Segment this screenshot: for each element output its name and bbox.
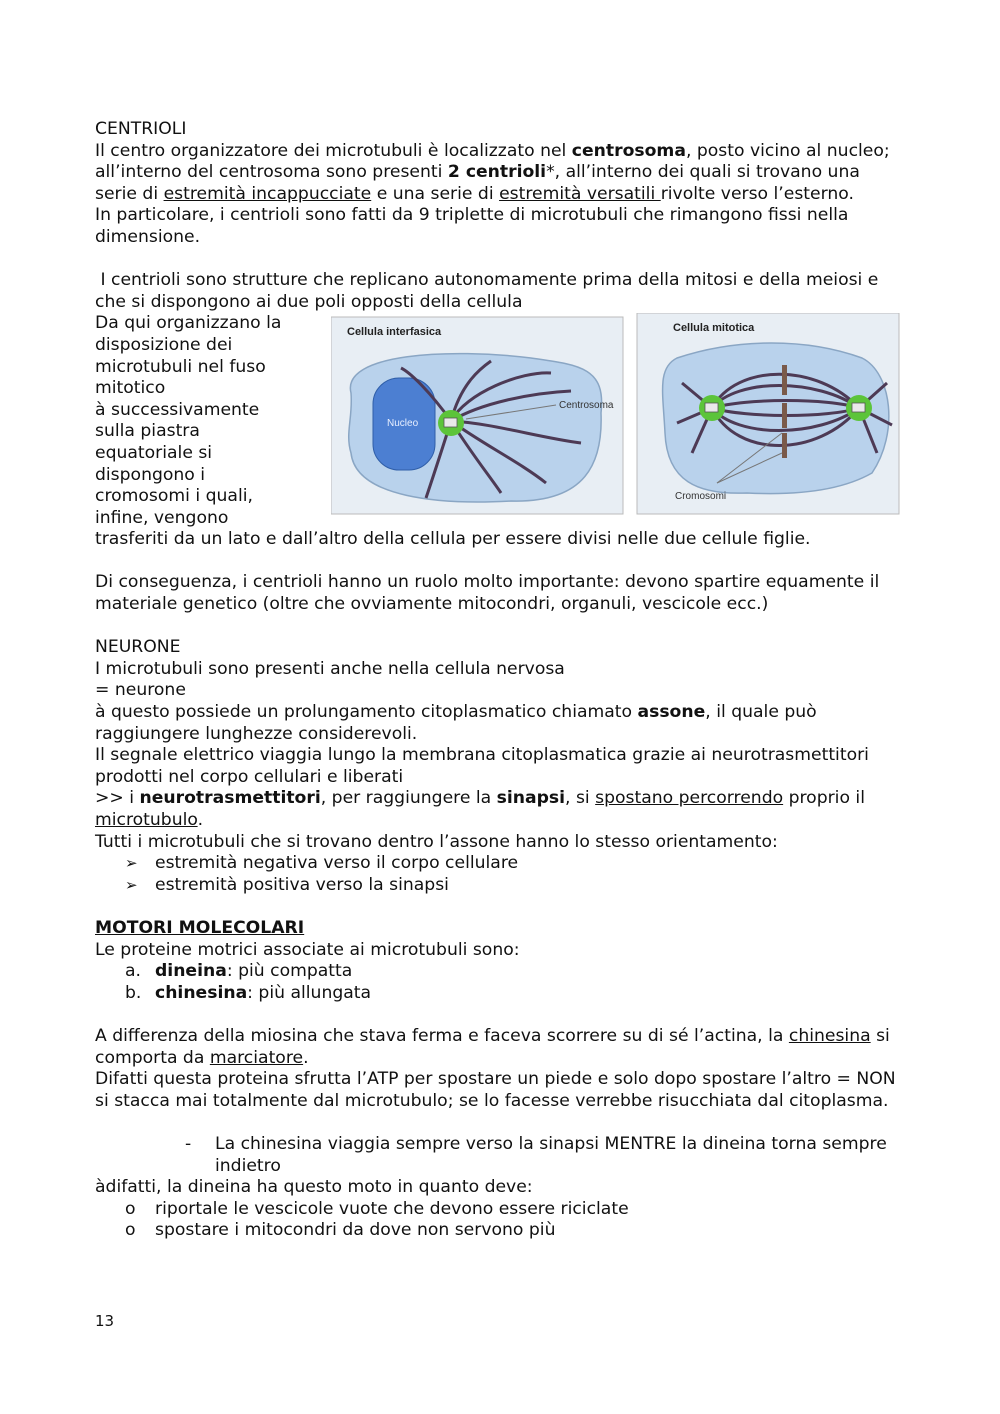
list-item: a. dineina: più compatta	[125, 961, 353, 982]
paragraph-centrosoma: Il centro organizzatore dei microtubuli è localizzato nel centrosoma, posto vicino al nucleo; all’interno del centrosoma sono presenti 2 centrioli*, all’interno dei quali si trovano una serie di estremità incappucciate e una serie di estremità versatili rivolte verso l’esterno.	[95, 140, 890, 204]
page-number: 13	[95, 1312, 115, 1330]
page-body: CENTRIOLI Il centro organizzatore dei microtubuli è localizzato nel centrosoma, posto vicino al nucleo; all’interno del centrosoma sono presenti 2 centrioli*, all’interno dei quali si trovano una serie di estremità incappucciate e una serie di estremità versatili rivolte verso l’esterno. In particolare, i centrioli sono fatti da 9 triplette di microtubuli che rimangono fissi nella dimensione. I centrioli sono strutture che replicano autonomamente prima della mitosi e della meiosi e che si dispongono ai due poli opposti della cellula Cellula interfasica Nucleo Centrosoma Cellula mitotica Cromosomi Da qui organizzano la disposizione dei microtubuli nel fuso mitotico à successivamente sulla piastra equatoriale si dispongono i cromosomi i quali, infine, vengono trasferiti da un lato e dall’altro della cellula per essere divisi nelle due cellule figlie. Di conseguenza, i centrioli hanno un ruolo molto importante: devono spartire equamente il materiale genetico (oltre che ovviamente mitocondri, organuli, vescicole ecc.) NEURONE I microtubuli sono presenti anche nella cellula nervosa = neurone à questo possiede un prolungamento citoplasmatico chiamato assone, il quale può raggiungere lunghezze considerevoli. Il segnale elettrico viaggia lungo la membrana citoplasmatica grazie ai neurotrasmettitori prodotti nel corpo cellulari e liberati >> i neurotrasmettitori, per raggiungere la sinapsi, si spostano percorrendo proprio il microtubulo. Tutti i microtubuli che si trovano dentro l’assone hanno lo stesso orientamento: ➢ estremità negativa verso il corpo cellulare ➢ estremità positiva verso la sinapsi MOTORI MOLECOLARI Le proteine motrici associate ai microtubuli sono: a. dineina: più compatta b. chinesina: più allungata A differenza della miosina che stava ferma e faceva scorrere su di sé l’actina, la chinesina si comporta da marciatore. Difatti questa proteina sfrutta l’ATP per spostare un piede e solo dopo spostare l’altro = NON si stacca mai totalmente dal microtubulo; se lo facesse verrebbe risucchiata dal citoplasma. - La chinesina viaggia sempre verso la sinapsi MENTRE la dineina torna sempre indietro àdifatti, la dineina ha questo moto in quanto deve: o riportale le vescicole vuote che devono essere riciclate o spostare i mitocondri da dove non servono più	[95, 119, 905, 1242]
nucleus-label: Nucleo	[387, 418, 419, 430]
paragraph-atp: Difatti questa proteina sfrutta l’ATP per spostare un piede e solo dopo spostare l’altro = NON si stacca mai totalmente dal microtubulo; se lo facesse verrebbe risucchiata dal citoplasma.	[95, 1069, 896, 1111]
list-item: b. chinesina: più allungata	[125, 982, 372, 1003]
dineina-list	[95, 1199, 905, 1242]
orientation-list	[95, 853, 905, 896]
list-item: ➢ estremità negativa verso il corpo cellulare	[125, 853, 905, 875]
paragraph-triplette: In particolare, i centrioli sono fatti da 9 triplette di microtubuli che rimangono fissi nella dimensione.	[95, 205, 849, 247]
chromosomes-label: Cromosomi	[675, 491, 727, 503]
paragraph-figlie: trasferiti da un lato e dall’altro della cellula per essere divisi nelle due cellule figlie.	[95, 529, 811, 550]
paragraph-assone: à questo possiede un prolungamento citoplasmatico chiamato assone, il quale può raggiungere lunghezze considerevoli.	[95, 702, 817, 744]
heading-centrioli: CENTRIOLI	[95, 119, 187, 139]
figure-wrap-text: Da qui organizzano la disposizione dei microtubuli nel fuso mitotico à successivamente sulla piastra equatoriale si dispongono i cromosomi i quali, infine, vengono	[95, 313, 282, 528]
interphase-title: Cellula interfasica	[347, 326, 442, 339]
heading-motori: MOTORI MOLECOLARI	[95, 917, 305, 938]
paragraph-replicazione: I centrioli sono strutture che replicano autonomamente prima della mitosi e della meiosi e che si dispongono ai due poli opposti della cellula	[95, 270, 884, 312]
centrosome-label: Centrosoma	[559, 400, 614, 412]
dash-item: - La chinesina viaggia sempre verso la sinapsi MENTRE la dineina torna sempre indietro	[185, 1133, 887, 1176]
paragraph-miosina: A differenza della miosina che stava ferma e faceva scorrere su di sé l’actina, la chinesina si comporta da marciatore.	[95, 1025, 890, 1068]
mitosis-figure	[331, 313, 901, 518]
list-item: ➢ estremità positiva verso la sinapsi	[125, 875, 905, 897]
motor-proteins-list	[95, 961, 905, 1004]
interphase-cell-diagram	[331, 317, 623, 514]
mitotic-cell-diagram	[637, 313, 899, 514]
heading-neurone: NEURONE	[95, 637, 181, 658]
paragraph-neurotrasmettitori: >> i neurotrasmettitori, per raggiungere la sinapsi, si spostano percorrendo proprio il microtubulo.	[95, 788, 865, 830]
list-item: o spostare i mitocondri da dove non servono più	[125, 1220, 556, 1241]
paragraph-conseguenza: Di conseguenza, i centrioli hanno un ruolo molto importante: devono spartire equamente il materiale genetico (oltre che ovviamente mitocondri, organuli, vescicole ecc.)	[95, 572, 880, 615]
list-item: o riportale le vescicole vuote che devono essere riciclate	[125, 1198, 629, 1219]
mitotic-title: Cellula mitotica	[673, 322, 755, 335]
